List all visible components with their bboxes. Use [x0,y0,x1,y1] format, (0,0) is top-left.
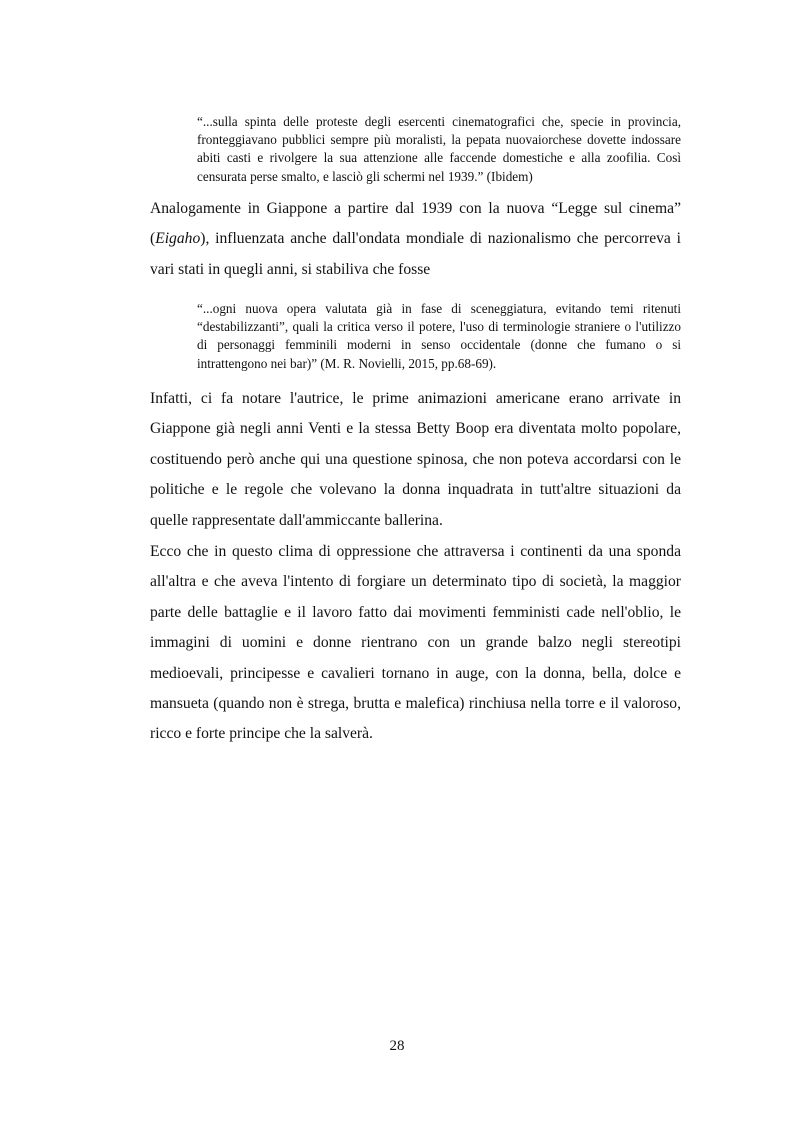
paragraph-1-text-after: ), influenzata anche dall'ondata mondiale di nazionalismo che percorreva i vari stati in quegli anni, si stabiliva che fosse [150,230,681,278]
paragraph-1 [150,194,681,285]
page-number: 28 [389,1038,405,1054]
paragraph-1-italic-term: Eigaho [155,230,201,248]
block-quote-1: “...sulla spinta delle proteste degli esercenti cinematografici che, specie in provincia, fronteggiavano pubblici sempre più moralisti, la pepata nuovaiorchese dovette indossare abiti casti e rivolgere la sua attenzione alle faccende domestiche e alla zoofilia. Così censurata perse smalto, e lasciò gli schermi nel 1939.” (Ibidem) [197,114,681,184]
paragraph-1-text-before: Analogamente in Giappone a partire dal 1939 con la nuova “Legge sul cinema” ( [150,200,681,248]
paragraph-2: Infatti, ci fa notare l'autrice, le prime animazioni americane erano arrivate in Giappone già negli anni Venti e la stessa Betty Boop era diventata molto popolare, costituendo però anche qui una questione spinosa, che non poteva accordarsi con le politiche e le regole che volevano la donna inquadrata in tutt'altre situazioni da quelle rappresentate dall'ammiccante ballerina. [150,390,681,529]
paragraph-3: Ecco che in questo clima di oppressione che attraversa i continenti da una sponda all'altra e che aveva l'intento di forgiare un determinato tipo di società, la maggior parte delle battaglie e il lavoro fatto dai movimenti femministi cade nell'oblio, le immagini di uomini e donne rientrano con un grande balzo negli stereotipi medioevali, principesse e cavalieri tornano in auge, con la donna, bella, dolce e mansueta (quando non è strega, brutta e malefica) rinchiusa nella torre e il valoroso, ricco e forte principe che la salverà. [150,543,681,743]
block-quote-2: “...ogni nuova opera valutata già in fase di sceneggiatura, evitando temi ritenuti “destabilizzanti”, quali la critica verso il potere, l'uso di terminologie straniere o l'utilizzo di personaggi femminili moderni in senso occidentale (donne che fumano o si intrattengono nei bar)” (M. R. Novielli, 2015, pp.68-69). [197,301,681,371]
